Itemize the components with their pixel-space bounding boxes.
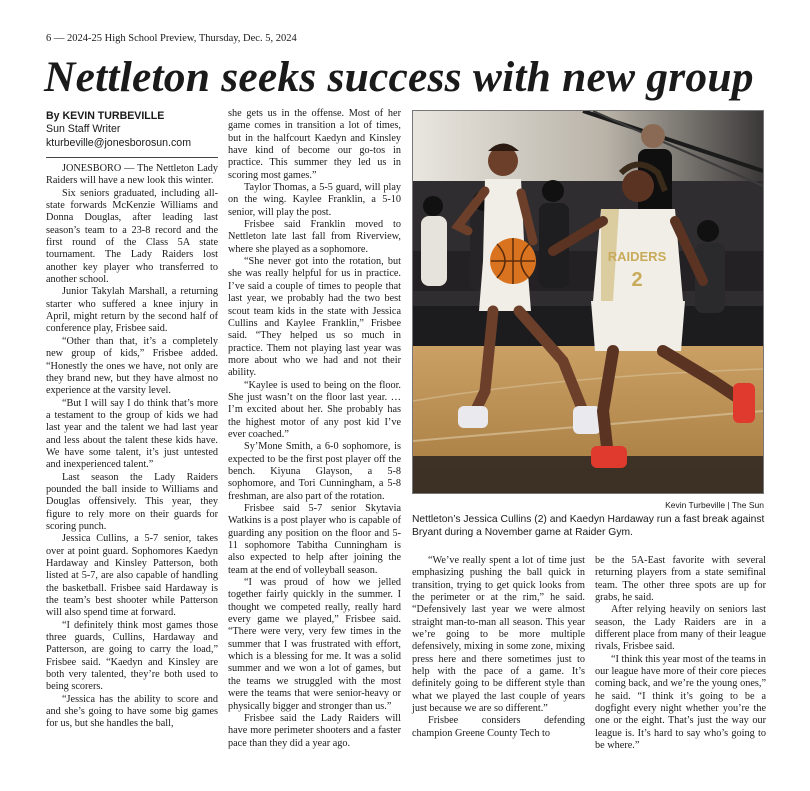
photo-illustration bbox=[413, 111, 763, 493]
paragraph: “She never got into the rotation, but she was really helpful for us in practice. I’ve said a couple of times to people that last year, we probably had the two best scout team kids in the state with Jessica Cullins and Kaylee Franklin,” Frisbee said. “They helped us so much in practice. Them not playing last year was more about who we had and not their ability. bbox=[228, 256, 401, 379]
photo-credit: Kevin Turbeville | The Sun bbox=[665, 500, 764, 510]
paragraph: Frisbee said the Lady Raiders will have more perimeter shooters and a faster pace than they did a year ago. bbox=[228, 712, 401, 749]
photo-caption: Nettleton’s Jessica Cullins (2) and Kaedyn Hardaway run a fast break against Bryant during a November game at Raider Gym. bbox=[412, 514, 765, 538]
paragraph-continued: she gets us in the offense. Most of her game comes in transition a lot of times, but in the halfcourt Kaedyn and Kinsley have kind of become our go-tos in practice. This summer they led us in scoring most games.” bbox=[228, 108, 401, 181]
headline: Nettleton seeks success with new group bbox=[44, 53, 754, 101]
paragraph: Six seniors graduated, including all-state forwards McKenzie Williams and Donna Douglas, after leading last season’s team to a 23-8 record and the first round of the Class 5A state tournament. The Lady Raiders lost another key player who transferred to another school. bbox=[46, 187, 218, 286]
article-column-3 bbox=[412, 555, 585, 740]
byline bbox=[46, 110, 218, 150]
paragraph: Frisbee considers defending champion Greene County Tech to bbox=[412, 715, 585, 739]
paragraph: “Other than that, it’s a completely new group of kids,” Frisbee added. “Honestly the ones we have, not only are they brand new, but they have almost no experience at the varsity level. bbox=[46, 335, 218, 397]
paragraph: After relying heavily on seniors last season, the Lady Raiders are in a different place from many of their league rivals, Frisbee said. bbox=[595, 604, 766, 653]
paragraph: “I think this year most of the teams in our league have more of their core pieces coming back, and we’re the young ones,” he said. “I think it’s going to be a dogfight every night whether you’re the one or the eight. That’s just the way our league is. It’s hard to say who’s going to be where.” bbox=[595, 653, 766, 752]
paragraph: Junior Takylah Marshall, a returning starter who suffered a knee injury in April, might return by the second half of conference play, Frisbee said. bbox=[46, 286, 218, 335]
byline-email: kturbeville@jonesborosun.com bbox=[46, 136, 192, 149]
article-column-2 bbox=[228, 108, 401, 750]
basketball-photo bbox=[412, 110, 764, 494]
byline-divider bbox=[46, 157, 218, 158]
jersey-text: RAIDERS bbox=[607, 249, 667, 264]
paragraph: JONESBORO — The Nettleton Lady Raiders will have a new look this winter. bbox=[46, 163, 218, 187]
paragraph-continued: be the 5A-East favorite with several returning players from a state semifinal team. The other three spots are up for grabs, he said. bbox=[595, 555, 766, 604]
paragraph: “But I will say I do think that’s more a testament to the group of kids we had last year and the talent we had last year and less about the talent these kids have. We have some talent, it’s just untested and inexperienced talent.” bbox=[46, 397, 218, 471]
byline-author: By KEVIN TURBEVILLE bbox=[46, 110, 165, 122]
paragraph: Frisbee said 5-7 senior Skytavia Watkins is a post player who is capable of guarding any position on the floor and 5-11 sophomore Tabitha Cunningham is also expected to help after joining the team at the end of volleyball season. bbox=[228, 503, 401, 576]
paragraph: Frisbee said Franklin moved to Nettleton late last fall from Riverview, where she played as a sophomore. bbox=[228, 219, 401, 255]
paragraph: Taylor Thomas, a 5-5 guard, will play on the wing. Kaylee Franklin, a 5-10 senior, will play the post. bbox=[228, 182, 401, 218]
paragraph: “We’ve really spent a lot of time just emphasizing pushing the ball quick in transition, trying to get quick looks from the perimeter or at the rim,” he said. “Defensively last year we were almost straight man-to-man all season. This year we’re going to be more multiple defensively, mixing in some zone, mixing press here and there sometimes just to help with the pace of a game. It’s definitely going to be different style than what we played the last couple of years just because we are so different.” bbox=[412, 555, 585, 715]
paragraph: “Jessica has the ability to score and and she’s going to have some big games for us, but she handles the ball, bbox=[46, 693, 218, 730]
paragraph: “I definitely think most games those three guards, Cullins, Hardaway and Patterson, are going to carry the load,” Frisbee said. “Kaedyn and Kinsley are both very talented, they’re both used to being scorers. bbox=[46, 619, 218, 693]
paragraph: “Kaylee is used to being on the floor. She just wasn’t on the floor last year. … I’m excited about her. She probably has the highest motor of any post kid I’ve ever coached.” bbox=[228, 379, 401, 440]
byline-role: Sun Staff Writer bbox=[46, 123, 121, 136]
article-column-1 bbox=[46, 163, 218, 731]
page-folio: 6 — 2024-25 High School Preview, Thursday, Dec. 5, 2024 bbox=[46, 33, 297, 44]
paragraph: “I was proud of how we jelled together fairly quickly in the summer. I thought we competed really, really hard every game we played,” Frisbee said. “There were very, very few times in the summer that I was frustrated with effort, which is a blessing for me. It was a solid summer and we won a lot of games, but the teams we struggled with the most were the teams that were senior-heavy or physically bigger and stronger than us.” bbox=[228, 577, 401, 712]
article-column-4 bbox=[595, 555, 766, 753]
paragraph: Sy’Mone Smith, a 6-0 sophomore, is expected to be the first post player off the bench. Kiyuna Glayson, a 5-8 sophomore, and Tori Cunningham, a 5-8 freshman, are also part of the rotation. bbox=[228, 441, 401, 502]
paragraph: Jessica Cullins, a 5-7 senior, takes over at point guard. Sophomores Kaedyn Hardaway and Kinsley Patterson, both listed at 5-7, are also capable of handling the basketball. Frisbee said Hardaway is the team’s best shooter while Patterson will also spend time at forward. bbox=[46, 533, 218, 619]
jersey-number: 2 bbox=[631, 269, 643, 291]
paragraph: Last season the Lady Raiders pounded the ball inside to Williams and Douglas offensively. This year, they figure to rely more on their guards for scoring punch. bbox=[46, 471, 218, 532]
